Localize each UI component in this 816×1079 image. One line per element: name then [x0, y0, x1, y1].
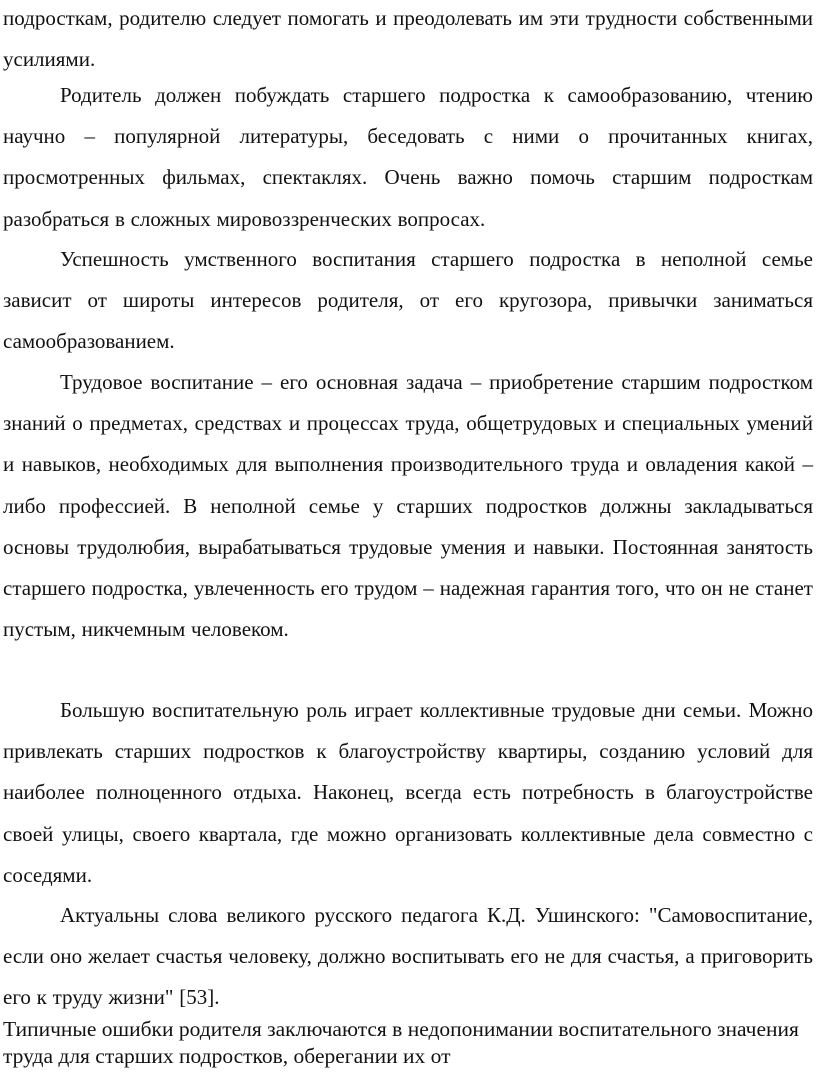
paragraph-labor-education: Трудовое воспитание – его основная задача – приобретение старшим подростком знаний о предметах, средствах и процессах труда, общетрудовых и специальных умений и навыков, необходимых для выполнения производительного труда и овладения какой – либо профессией. В неполной семье у старших подростков должны закладываться основы трудолюбия, вырабатываться трудовые умения и навыки. Постоянная занятость старшего подростка, увлеченность его трудом – надежная гарантия того, что он не станет пустым, никчемным человеком.: [3, 370, 813, 642]
paragraph-continuation: подросткам, родителю следует помогать и преодолевать им эти трудности собственными усилиями.: [3, 6, 813, 72]
paragraph-ushinsky-quote: Актуальны слова великого русского педагога К.Д. Ушинского: "Самовоспитание, если оно желает счастья человеку, должно воспитывать его не для счастья, а приговорить его к труду жизни" [53].: [3, 903, 813, 1010]
paragraph-mental-education: Успешность умственного воспитания старшего подростка в неполной семье зависит от широты интересов родителя, от его кругозора, привычки заниматься самообразованием.: [3, 247, 813, 354]
paragraph-typical-mistakes: Типичные ошибки родителя заключаются в недопонимании воспитательного значения труда для старших подростков, оберегании их от: [3, 1017, 799, 1068]
paragraph-family-labor-days: Большую воспитательную роль играет коллективные трудовые дни семьи. Можно привлекать старших подростков к благоустройству квартиры, созданию условий для наиболее полноценного отдыха. Наконец, всегда есть потребность в благоустройстве своей улицы, своего квартала, где можно организовать коллективные дела совместно с соседями.: [3, 698, 813, 887]
paragraph-self-education: Родитель должен побуждать старшего подростка к самообразованию, чтению научно – популярной литературы, беседовать с ними о прочитанных книгах, просмотренных фильмах, спектаклях. Очень важно помочь старшим подросткам разобраться в сложных мировоззренческих вопросах.: [3, 83, 813, 231]
